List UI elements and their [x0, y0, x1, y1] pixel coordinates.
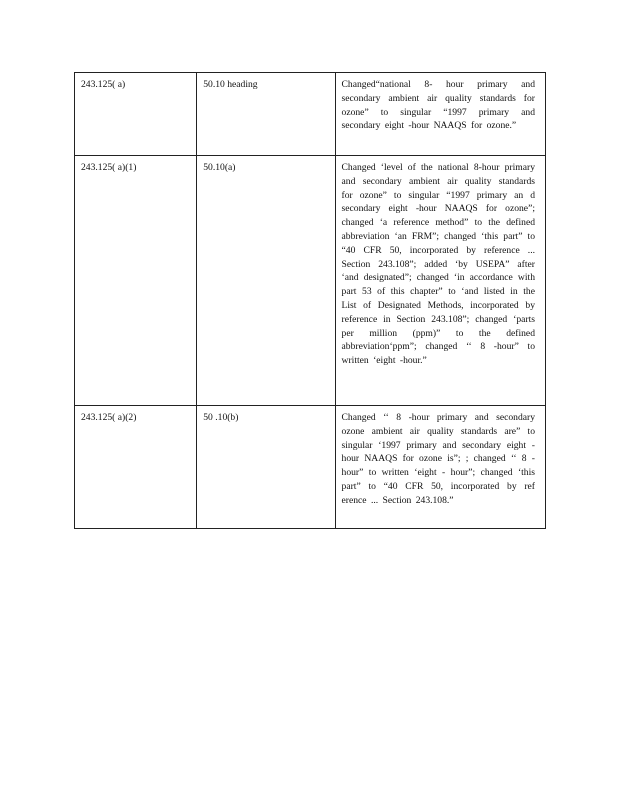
change-description-cell: Changed ‘level of the national 8-hour primary and secondary ambient air quality standards for ozone” to singular “1997 primary an d secondary eight -hour NAAQS for ozone”; changed ‘a reference method” to the defined abbreviation ‘an FRM”; changed ‘this part” to “40 CFR 50, incorporated by reference ... Section 243.108”; added ‘by USEPA” after ‘and designated”; changed ‘in accordance with part 53 of this chapter” to ‘and listed in the List of Designated Methods, incorporated by reference in Section 243.108”; changed ‘parts per million (ppm)” to the defined abbreviation‘ppm”; changed ‘‘ 8 -hour” to written ‘eight -hour.” [335, 156, 545, 406]
section-cell: 243.125( a)(1) [75, 156, 197, 406]
cfr-reference-cell: 50.10 heading [197, 73, 335, 156]
regulation-changes-table [74, 72, 546, 529]
table-row [75, 406, 546, 529]
change-description-cell: Changed“national 8- hour primary and secondary ambient air quality standards for ozone” to singular “1997 primary and secondary eight -hour NAAQS for ozone.” [335, 73, 545, 156]
table-row [75, 156, 546, 406]
change-description-cell: Changed ‘‘ 8 -hour primary and secondary ozone ambient air quality standards are” to singular ‘1997 primary and secondary eight -hour NAAQS for ozone is”; ; changed ‘‘ 8 -hour” to written ‘eight - hour”; changed ‘this part” to “40 CFR 50, incorporated by ref erence ... Section 243.108.” [335, 406, 545, 529]
cfr-reference-cell: 50.10(a) [197, 156, 335, 406]
section-cell: 243.125( a)(2) [75, 406, 197, 529]
section-cell: 243.125( a) [75, 73, 197, 156]
cfr-reference-cell: 50 .10(b) [197, 406, 335, 529]
table-row [75, 73, 546, 156]
